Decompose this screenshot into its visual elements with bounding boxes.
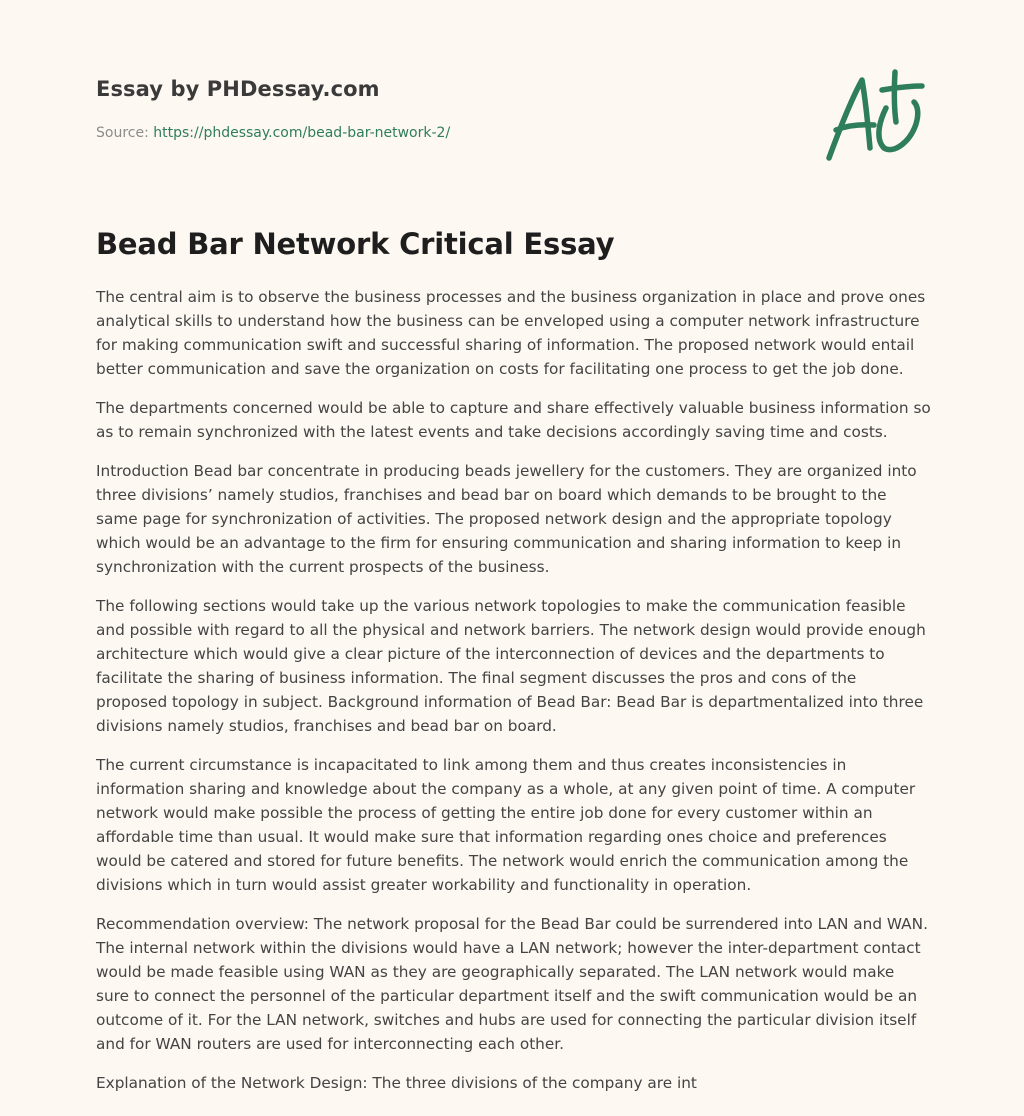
paragraph: The following sections would take up the various network topologies to make the communication feasible and possible with regard to all the physical and network barriers. The network design would provide enough architecture which would give a clear picture of the interconnection of devices and the departments to facilitate the sharing of business information. The final segment discusses the pros and cons of the proposed topology in subject. Background information of Bead Bar: Bead Bar is departmentalized into three divisions namely studios, franchises and bead bar on board. [96, 597, 926, 735]
paragraph: The departments concerned would be able to capture and share effectively valuable business information so as to remain synchronized with the latest events and take decisions accordingly saving time and costs. [96, 399, 931, 441]
source-line [96, 123, 696, 143]
article-title: Bead Bar Network Critical Essay [96, 227, 615, 261]
article-body [96, 285, 932, 1110]
source-link[interactable]: https://phdessay.com/bead-bar-network-2/ [153, 125, 451, 141]
paragraph: The current circumstance is incapacitated to link among them and thus creates inconsistencies in information sharing and knowledge about the company as a whole, at any given point of time. A computer network would make possible the process of getting the entire job done for every customer within an affordable time than usual. It would make sure that information regarding ones choice and preferences would be catered and stored for future benefits. The network would enrich the communication among the divisions which in turn would assist greater workability and functionality in operation. [96, 756, 916, 894]
site-brand: Essay by PHDessay.com [96, 77, 380, 101]
paragraph: Recommendation overview: The network proposal for the Bead Bar could be surrendered into LAN and WAN. The internal network within the divisions would have a LAN network; however the inter-department contact would be made feasible using WAN as they are geographically separated. The LAN network would make sure to connect the personnel of the particular department itself and the swift communication would be an outcome of it. For the LAN network, switches and hubs are used for connecting the particular division itself and for WAN routers are used for interconnecting each other. [96, 915, 928, 1053]
source-label: Source: [96, 125, 149, 141]
paragraph: The central aim is to observe the business processes and the business organization in place and prove ones analytical skills to understand how the business can be enveloped using a computer network infrastructure for making communication swift and successful sharing of information. The proposed network would entail better communication and save the organization on costs for facilitating one process to get the job done. [96, 288, 926, 378]
page-header [96, 74, 696, 143]
a-plus-logo-icon [822, 68, 926, 164]
paragraph: Explanation of the Network Design: The three divisions of the company are int [96, 1074, 697, 1092]
paragraph: Introduction Bead bar concentrate in producing beads jewellery for the customers. They are organized into three divisions’ namely studios, franchises and bead bar on board which demands to be brought to the same page for synchronization of activities. The proposed network design and the appropriate topology which would be an advantage to the firm for ensuring communication and sharing information to keep in synchronization with the current prospects of the business. [96, 462, 917, 576]
